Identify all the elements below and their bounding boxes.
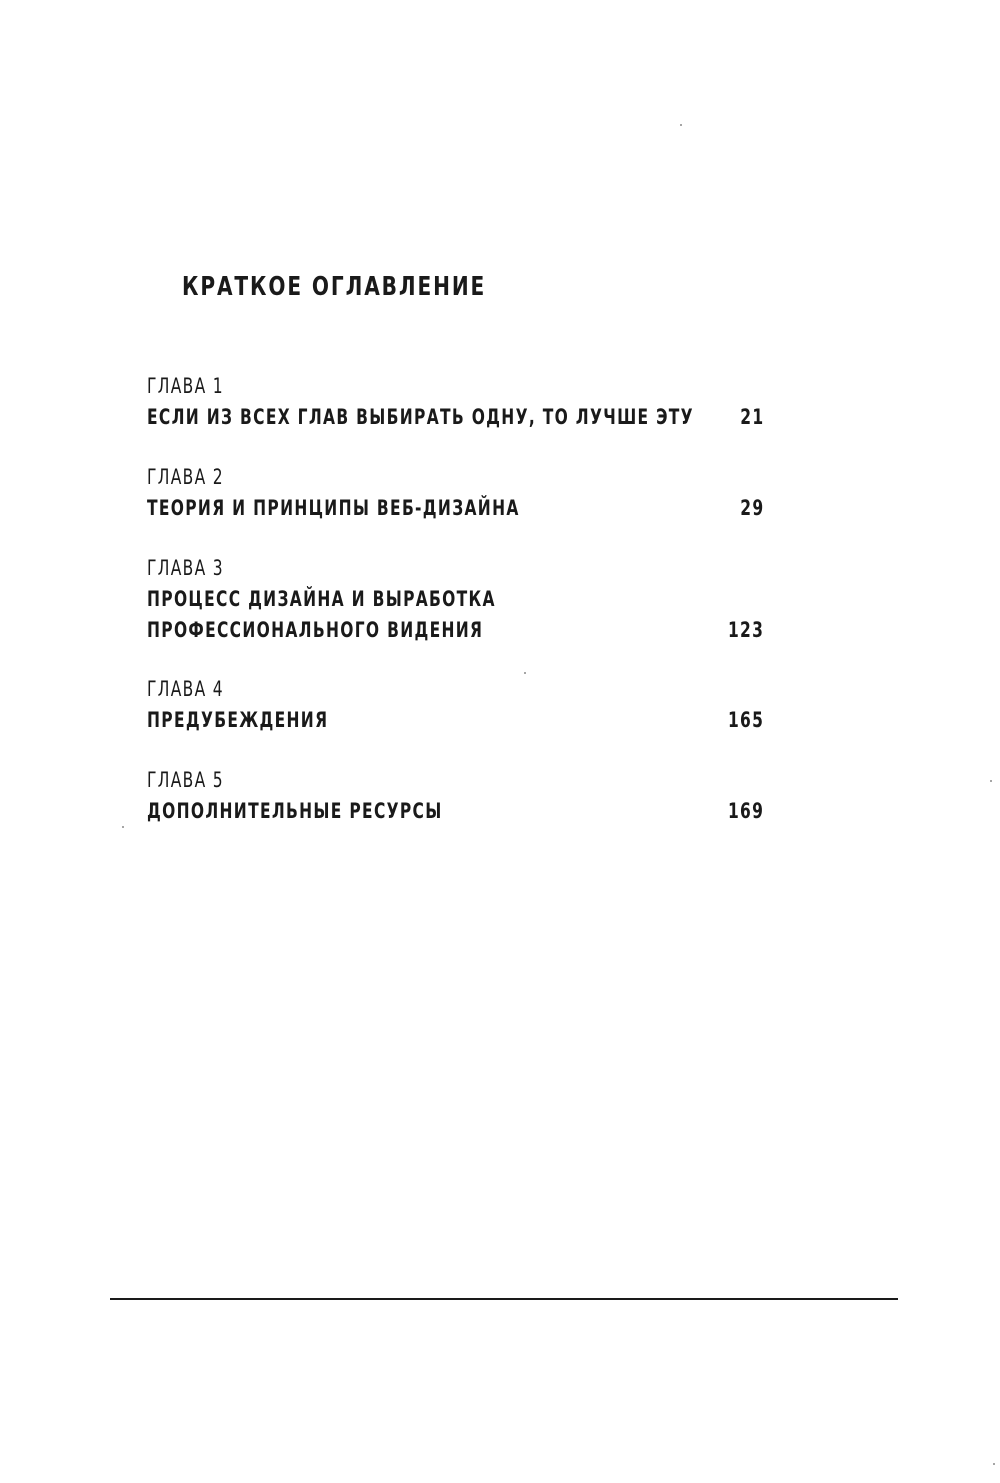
chapter-label: ГЛАВА 1 <box>147 374 224 398</box>
chapter-label: ГЛАВА 2 <box>147 465 224 489</box>
scan-speck <box>990 780 992 782</box>
chapter-title: ДОПОЛНИТЕЛЬНЫЕ РЕСУРСЫ <box>147 799 443 823</box>
chapter-label: ГЛАВА 5 <box>147 768 224 792</box>
chapter-title: ПРЕДУБЕЖДЕНИЯ <box>147 708 329 732</box>
scan-speck <box>524 672 526 674</box>
scan-speck <box>680 124 682 126</box>
chapter-page-number: 169 <box>727 799 764 823</box>
chapter-title-line-2: ПРОФЕССИОНАЛЬНОГО ВИДЕНИЯ <box>147 618 484 642</box>
footer-rule <box>110 1298 898 1300</box>
toc-heading: КРАТКОЕ ОГЛАВЛЕНИЕ <box>182 272 487 302</box>
chapter-page-number: 165 <box>727 708 764 732</box>
chapter-title: ТЕОРИЯ И ПРИНЦИПЫ ВЕБ-ДИЗАЙНА <box>147 496 520 520</box>
chapter-label: ГЛАВА 4 <box>147 677 224 701</box>
scan-speck <box>122 826 124 828</box>
chapter-title: ЕСЛИ ИЗ ВСЕХ ГЛАВ ВЫБИРАТЬ ОДНУ, ТО ЛУЧШЕ ЭТУ <box>147 405 694 429</box>
chapter-page-number: 29 <box>739 496 764 520</box>
chapter-page-number: 123 <box>727 618 764 642</box>
chapter-page-number: 21 <box>739 405 764 429</box>
chapter-title-line-1: ПРОЦЕСС ДИЗАЙНА И ВЫРАБОТКА <box>147 587 496 611</box>
chapter-label: ГЛАВА 3 <box>147 556 224 580</box>
scan-speck <box>993 1463 995 1465</box>
